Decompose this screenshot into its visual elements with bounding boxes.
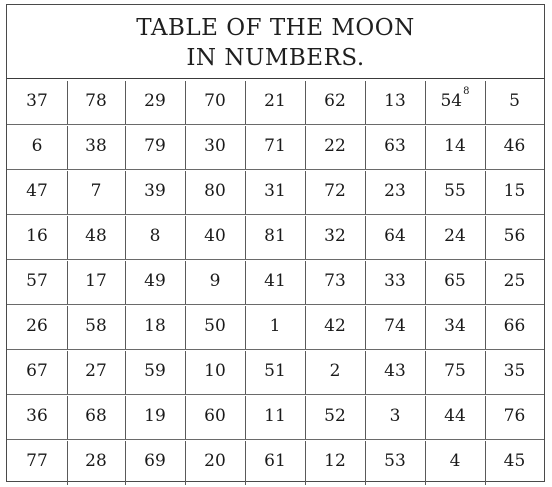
cell-value: 27 [85, 361, 107, 381]
cell-value: 63 [384, 136, 406, 156]
row-divider [7, 124, 544, 125]
table-cell [305, 124, 365, 169]
table-cell [185, 124, 245, 169]
column-divider [245, 126, 246, 170]
table-cell [365, 394, 425, 439]
table-cell [485, 394, 544, 439]
cell-value: 79 [144, 136, 166, 156]
cell-value: 55 [444, 181, 466, 201]
table-cell [305, 349, 365, 394]
cell-value: 40 [204, 226, 226, 246]
cell-value: 2 [329, 361, 341, 381]
column-divider [425, 216, 426, 260]
column-divider [305, 171, 306, 215]
column-divider [365, 306, 366, 350]
table-cell [305, 394, 365, 439]
table-cell [485, 259, 544, 304]
column-divider [305, 216, 306, 260]
cell-value: 42 [324, 316, 346, 336]
table-cell [67, 124, 125, 169]
table-cell [425, 349, 485, 394]
column-divider [305, 261, 306, 305]
table-row [7, 124, 544, 169]
cell-value: 60 [204, 406, 226, 426]
table-cell [185, 304, 245, 349]
column-divider [485, 171, 486, 215]
column-divider [125, 216, 126, 260]
table-cell [365, 439, 425, 484]
column-divider [365, 396, 366, 440]
column-divider [125, 171, 126, 215]
column-divider [365, 126, 366, 170]
table-cell [365, 349, 425, 394]
table-cell [365, 169, 425, 214]
cell-value: 68 [85, 406, 107, 426]
cell-value: 46 [503, 136, 526, 156]
cell-value: 4 [449, 451, 461, 471]
column-divider [67, 441, 68, 485]
cell-value: 44 [444, 406, 466, 426]
cell-value: 74 [384, 316, 406, 336]
column-divider [425, 126, 426, 170]
table-cell [125, 349, 185, 394]
table-cell [485, 79, 544, 124]
cell-value: 9 [209, 271, 221, 291]
column-divider [425, 396, 426, 440]
column-divider [425, 441, 426, 485]
cell-value: 22 [324, 136, 346, 156]
cell-value: 26 [26, 316, 48, 336]
column-divider [365, 441, 366, 485]
table-row [7, 214, 544, 259]
title-line-2: IN NUMBERS. [186, 45, 365, 71]
row-divider [7, 439, 544, 440]
table-cell [425, 169, 485, 214]
column-divider [67, 171, 68, 215]
table-cell [7, 214, 67, 259]
column-divider [67, 126, 68, 170]
table-cell [485, 214, 544, 259]
column-divider [365, 216, 366, 260]
column-divider [185, 126, 186, 170]
cell-value: 52 [324, 406, 346, 426]
table-cell [185, 169, 245, 214]
column-divider [425, 171, 426, 215]
column-divider [365, 351, 366, 395]
column-divider [425, 81, 426, 125]
cell-value: 13 [384, 91, 406, 111]
table-row [7, 349, 544, 394]
footnote-marker: 8 [463, 86, 470, 97]
cell-value: 14 [444, 136, 466, 156]
row-divider [7, 169, 544, 170]
row-divider [7, 394, 544, 395]
cell-value: 54 [440, 91, 463, 111]
column-divider [125, 306, 126, 350]
column-divider [305, 81, 306, 125]
cell-value: 19 [144, 406, 166, 426]
column-divider [185, 396, 186, 440]
table-cell [485, 304, 544, 349]
row-divider [7, 259, 544, 260]
column-divider [305, 126, 306, 170]
table-cell [7, 394, 67, 439]
row-divider [7, 304, 544, 305]
cell-value: 29 [144, 91, 166, 111]
column-divider [485, 351, 486, 395]
column-divider [125, 126, 126, 170]
table-cell [305, 214, 365, 259]
table-cell [7, 349, 67, 394]
table-cell [245, 169, 305, 214]
cell-value: 18 [144, 316, 166, 336]
cell-value: 62 [324, 91, 346, 111]
cell-value: 35 [503, 361, 526, 381]
cell-value: 33 [384, 271, 406, 291]
cell-value: 80 [204, 181, 226, 201]
cell-value: 66 [503, 316, 526, 336]
column-divider [485, 81, 486, 125]
table-cell [125, 214, 185, 259]
column-divider [185, 441, 186, 485]
column-divider [245, 81, 246, 125]
cell-value: 39 [144, 181, 166, 201]
table-cell [185, 394, 245, 439]
column-divider [245, 306, 246, 350]
column-divider [245, 441, 246, 485]
column-divider [425, 351, 426, 395]
cell-value: 50 [204, 316, 226, 336]
column-divider [485, 306, 486, 350]
table-cell [245, 439, 305, 484]
column-divider [245, 261, 246, 305]
cell-value: 12 [324, 451, 346, 471]
table-cell [7, 259, 67, 304]
cell-value: 20 [204, 451, 226, 471]
table-cell [425, 214, 485, 259]
cell-value: 16 [26, 226, 48, 246]
cell-value: 58 [85, 316, 107, 336]
table-cell [67, 79, 125, 124]
table-cell [67, 214, 125, 259]
cell-value: 7 [90, 181, 102, 201]
column-divider [365, 171, 366, 215]
table-row [7, 304, 544, 349]
table-cell [67, 259, 125, 304]
cell-value: 1 [269, 316, 281, 336]
table-cell [245, 394, 305, 439]
table-cell [7, 304, 67, 349]
cell-value: 21 [264, 91, 286, 111]
table-cell [125, 124, 185, 169]
cell-value: 6 [31, 136, 43, 156]
column-divider [245, 216, 246, 260]
cell-value: 48 [85, 226, 107, 246]
table-cell [365, 79, 425, 124]
cell-value: 11 [264, 406, 286, 426]
cell-value: 28 [85, 451, 107, 471]
table-row [7, 394, 544, 439]
cell-value: 51 [264, 361, 286, 381]
column-divider [67, 216, 68, 260]
table-row [7, 79, 544, 124]
table-cell [185, 214, 245, 259]
table-cell [485, 439, 544, 484]
table-cell [245, 259, 305, 304]
cell-value: 70 [204, 91, 226, 111]
cell-value: 76 [503, 406, 526, 426]
column-divider [185, 81, 186, 125]
table-cell [125, 79, 185, 124]
table-row [7, 439, 544, 484]
table-cell [305, 169, 365, 214]
column-divider [185, 306, 186, 350]
column-divider [67, 351, 68, 395]
table-cell [485, 124, 544, 169]
table-cell [425, 259, 485, 304]
cell-value: 56 [503, 226, 526, 246]
column-divider [245, 351, 246, 395]
cell-value: 3 [389, 406, 401, 426]
column-divider [125, 441, 126, 485]
cell-value: 5 [509, 91, 520, 111]
column-divider [185, 351, 186, 395]
column-divider [365, 81, 366, 125]
column-divider [125, 396, 126, 440]
cell-value: 17 [85, 271, 107, 291]
column-divider [305, 396, 306, 440]
table-cell [185, 439, 245, 484]
cell-value: 71 [264, 136, 286, 156]
column-divider [305, 441, 306, 485]
column-divider [185, 216, 186, 260]
column-divider [485, 396, 486, 440]
column-divider [365, 261, 366, 305]
table-cell [185, 79, 245, 124]
cell-value: 30 [204, 136, 226, 156]
title-line-1: TABLE OF THE MOON [136, 15, 415, 41]
table-cell [365, 124, 425, 169]
table-cell [185, 349, 245, 394]
table-cell [245, 124, 305, 169]
cell-value: 43 [384, 361, 406, 381]
table-cell [425, 304, 485, 349]
table-row [7, 169, 544, 214]
cell-value: 37 [26, 91, 48, 111]
cell-value: 38 [85, 136, 107, 156]
table-cell [125, 304, 185, 349]
cell-value: 47 [26, 181, 48, 201]
column-divider [67, 396, 68, 440]
column-divider [425, 306, 426, 350]
column-divider [125, 261, 126, 305]
cell-value: 53 [384, 451, 406, 471]
table-cell [245, 304, 305, 349]
cell-value: 23 [384, 181, 406, 201]
cell-value: 57 [26, 271, 48, 291]
table-cell [125, 394, 185, 439]
table-cell [185, 259, 245, 304]
table-cell [245, 79, 305, 124]
cell-value: 10 [204, 361, 226, 381]
table-cell [245, 214, 305, 259]
table-cell [67, 439, 125, 484]
table-cell [305, 439, 365, 484]
table-cell [125, 169, 185, 214]
cell-value: 34 [444, 316, 466, 336]
table-cell [305, 79, 365, 124]
table-cell [67, 394, 125, 439]
moon-number-grid [6, 78, 545, 482]
table-cell [305, 259, 365, 304]
column-divider [125, 351, 126, 395]
table-cell [67, 169, 125, 214]
table-cell [425, 439, 485, 484]
cell-value: 65 [444, 271, 466, 291]
cell-value: 78 [85, 91, 107, 111]
table-row [7, 259, 544, 304]
column-divider [185, 261, 186, 305]
cell-value: 73 [324, 271, 346, 291]
table-cell [7, 439, 67, 484]
cell-value: 67 [26, 361, 48, 381]
cell-value: 25 [503, 271, 526, 291]
cell-value: 64 [384, 226, 406, 246]
cell-value: 81 [264, 226, 286, 246]
column-divider [245, 396, 246, 440]
table-cell [7, 79, 67, 124]
column-divider [67, 81, 68, 125]
cell-value: 77 [26, 451, 48, 471]
table-cell [365, 259, 425, 304]
cell-value: 8 [149, 226, 161, 246]
table-cell [365, 214, 425, 259]
table-cell [245, 349, 305, 394]
table-cell [7, 124, 67, 169]
table-cell [125, 259, 185, 304]
table-cell [425, 124, 485, 169]
table-cell [67, 349, 125, 394]
table-cell [485, 169, 544, 214]
table-cell [485, 349, 544, 394]
cell-value: 45 [503, 451, 526, 471]
cell-value: 15 [503, 181, 526, 201]
column-divider [425, 261, 426, 305]
column-divider [67, 261, 68, 305]
cell-value: 75 [444, 361, 466, 381]
table-cell [305, 304, 365, 349]
column-divider [485, 126, 486, 170]
column-divider [305, 351, 306, 395]
row-divider [7, 349, 544, 350]
cell-value: 31 [264, 181, 286, 201]
column-divider [245, 171, 246, 215]
cell-value: 69 [144, 451, 166, 471]
column-divider [125, 81, 126, 125]
row-divider [7, 214, 544, 215]
cell-value: 36 [26, 406, 48, 426]
cell-value: 24 [444, 226, 466, 246]
table-cell [425, 394, 485, 439]
cell-value: 72 [324, 181, 346, 201]
column-divider [485, 261, 486, 305]
column-divider [185, 171, 186, 215]
cell-value: 32 [324, 226, 346, 246]
cell-value: 49 [144, 271, 166, 291]
column-divider [485, 441, 486, 485]
cell-value: 59 [144, 361, 166, 381]
column-divider [485, 216, 486, 260]
table-cell [67, 304, 125, 349]
column-divider [305, 306, 306, 350]
title-box [6, 4, 545, 78]
cell-value: 41 [264, 271, 286, 291]
cell-value: 61 [264, 451, 286, 471]
table-cell [7, 169, 67, 214]
table-cell [365, 304, 425, 349]
column-divider [67, 306, 68, 350]
table-cell [425, 79, 485, 124]
table-cell [125, 439, 185, 484]
